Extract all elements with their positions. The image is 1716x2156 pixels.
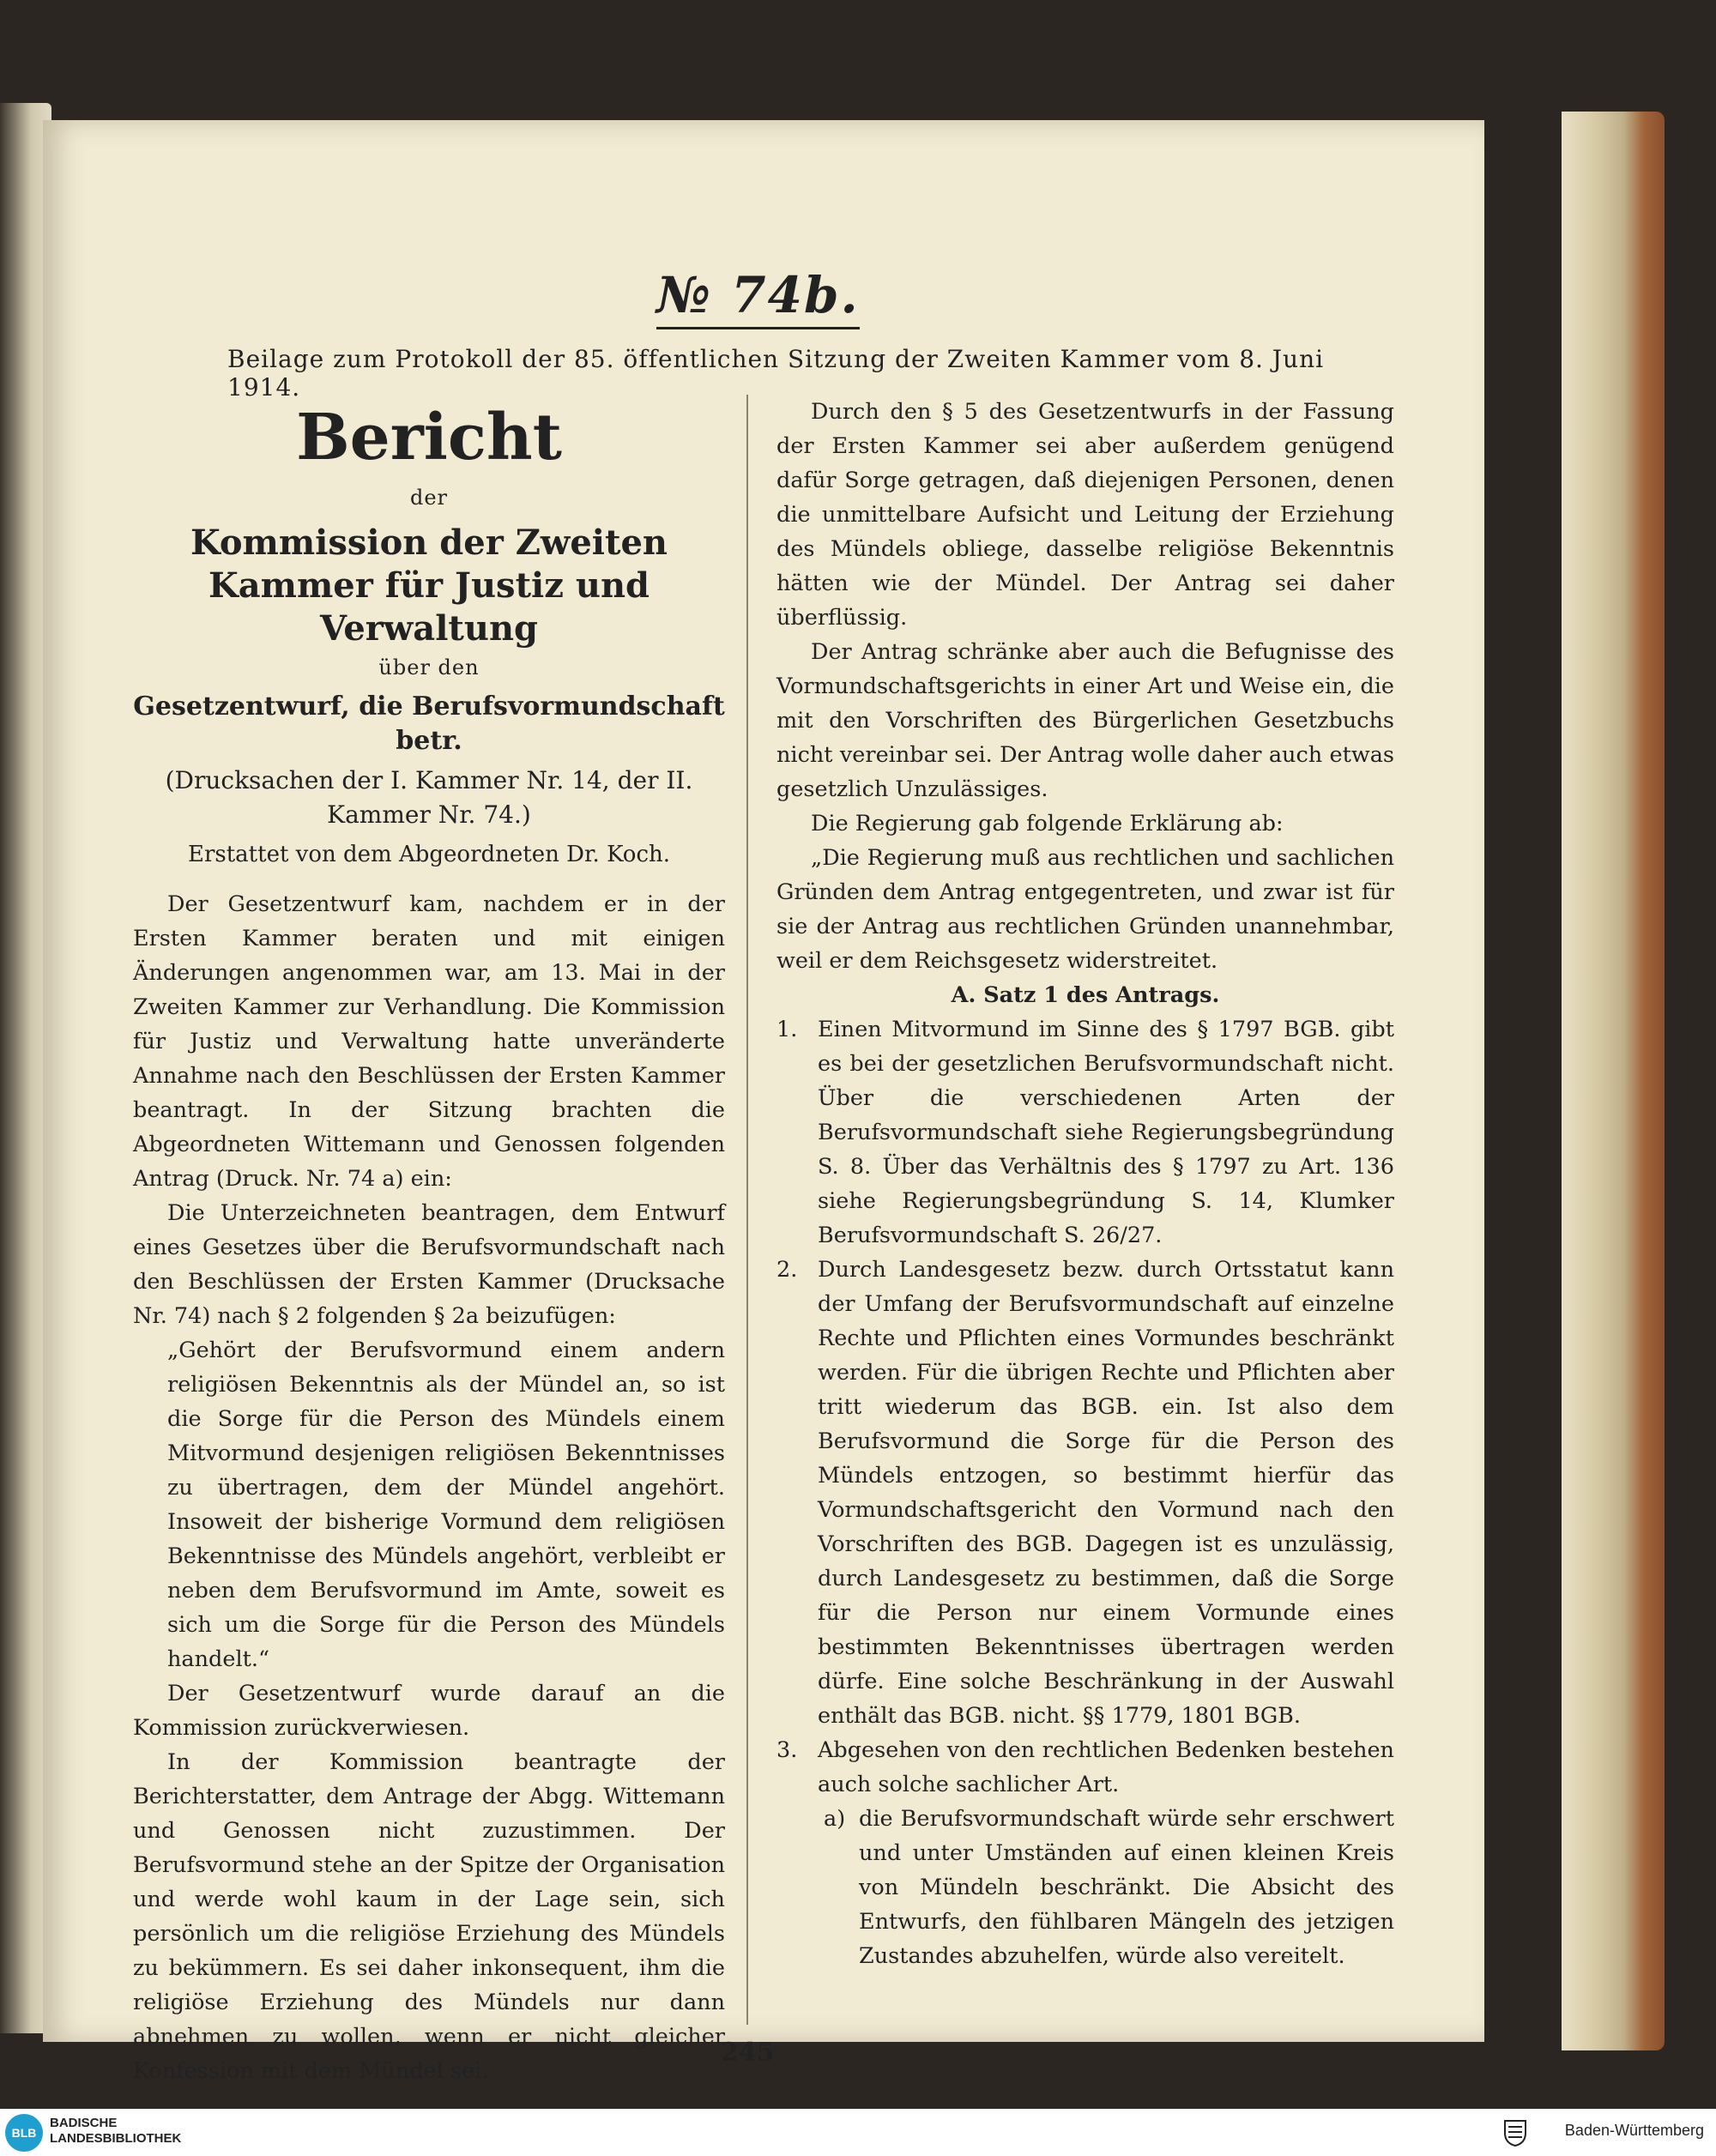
drucksachen-reference: (Drucksachen der I. Kammer Nr. 14, der II. Kammer Nr. 74.): [165, 766, 693, 829]
paragraph: In der Kommission beantragte der Berichterstatter, dem Antrage der Abgg. Wittemann und Genossen nicht zuzustimmen. Der Berufsvormund stehe an der Spitze der Organisation und werde wohl kaum in der Lage sein, sich persönlich um die religiöse Erziehung des Mündels zu bekümmern. Es sei daher inkonsequent, ihm die religiöse Erziehung des Mündels nur dann abnehmen zu wollen, wenn er nicht gleicher Konfession mit dem Mündel sei.: [133, 1749, 725, 2084]
column-divider: [746, 395, 748, 2025]
paragraph: Der Gesetzentwurf wurde darauf an die Kommission zurückverwiesen.: [133, 1681, 725, 1741]
list-item: [776, 1253, 1394, 1733]
commission-title: Kommission der Zweiten Kammer für Justiz und Verwaltung: [190, 522, 668, 649]
list-text: Einen Mitvormund im Sinne des § 1797 BGB. gibt es bei der gesetzlichen Berufsvormundschaft nicht. Über die verschiedenen Arten der Berufsvormundschaft siehe Regierungsbegründung S. 8. Über das Verhältnis des § 1797 zu Art. 136 siehe Regierungsbegründung S. 14, Klumker Berufsvormundschaft S. 26/27.: [818, 1017, 1394, 1248]
blb-logo-icon[interactable]: BLB: [5, 2114, 43, 2152]
sub-list-text: die Berufsvormundschaft würde sehr erschwert und unter Umständen auf einen kleinen Kreis von Mündeln beschränkt. Die Absicht des Entwurfs, den fühlbaren Mängeln des jetzigen Zustandes abzuhelfen, würde also vereitelt.: [859, 1806, 1394, 1969]
sub-list-item: [776, 1802, 1394, 1973]
list-item: [776, 1733, 1394, 1802]
report-title: Bericht: [296, 401, 562, 474]
list-item: [776, 1012, 1394, 1253]
list-number: 3.: [776, 1737, 798, 1763]
page-number: 245: [721, 2038, 775, 2068]
title-der: der: [409, 486, 449, 510]
quoted-motion: „Gehört der Berufsvormund einem andern religiösen Bekenntnis als der Mündel an, so ist die Sorge für die Person des Mündels einem Mitvormund desjenigen religiösen Bekenntnisses zu übertragen, dem der Mündel angehört. Insoweit der bisherige Vormund dem religiösen Bekenntnisse des Mündels angehört, verbleibt er neben dem Berufsvormund im Amte, soweit es sich um die Sorge für die Person des Mündels handelt.“: [167, 1338, 725, 1672]
list-text: Abgesehen von den rechtlichen Bedenken bestehen auch solche sachlicher Art.: [818, 1737, 1394, 1797]
subject-title: Gesetzentwurf, die Berufsvormundschaft betr.: [133, 691, 725, 756]
paragraph: Durch den § 5 des Gesetzentwurfs in der Fassung der Ersten Kammer sei aber außerdem genügend dafür Sorge getragen, daß diejenigen Personen, denen die unmittelbare Aufsicht und Leitung der Erziehung des Mündels obliege, dasselbe religiöse Bekenntnis hätten wie der Mündel. Der Antrag sei daher überflüssig.: [776, 399, 1394, 631]
reporter-line: Erstattet von dem Abgeordneten Dr. Koch.: [187, 842, 671, 867]
left-column: [133, 395, 725, 2088]
section-heading: A. Satz 1 des Antrags.: [951, 982, 1220, 1008]
paragraph: Die Unterzeichneten beantragen, dem Entwurf eines Gesetzes über die Berufsvormundschaft nach den Beschlüssen der Ersten Kammer (Drucksache Nr. 74) nach § 2 folgenden § 2a beizufügen:: [133, 1200, 725, 1329]
book-edge: [1562, 112, 1665, 2050]
government-statement: „Die Regierung muß aus rechtlichen und sachlichen Gründen dem Antrag entgegentreten, und zwar ist für sie der Antrag aus rechtlichen Gründen unannehmbar, weil er dem Reichsgesetz widerstreitet.: [776, 845, 1394, 974]
document-number: № 74b.: [656, 266, 860, 324]
title-ueber: über den: [378, 655, 480, 679]
sub-list-label: a): [824, 1806, 846, 1832]
document-page: [43, 120, 1484, 2084]
library-name-line1: BADISCHE: [50, 2116, 118, 2130]
list-number: 2.: [776, 1257, 798, 1283]
supplement-line: Beilage zum Protokoll der 85. öffentlichen Sitzung der Zweiten Kammer vom 8. Juni 1914.: [227, 345, 1325, 402]
paragraph: Der Antrag schränke aber auch die Befugnisse des Vormundschaftsgerichts in einer Art und Weise ein, die mit den Vorschriften des Bürgerlichen Gesetzbuchs nicht vereinbar sei. Der Antrag wolle daher auch etwas gesetzlich Unzulässiges.: [776, 639, 1394, 802]
coat-of-arms-icon: [1503, 2119, 1527, 2147]
library-name[interactable]: [50, 2116, 181, 2147]
library-name-line2: LANDESBIBLIOTHEK: [50, 2131, 182, 2146]
paragraph: Die Regierung gab folgende Erklärung ab:: [811, 811, 1284, 836]
state-name[interactable]: Baden-Württemberg: [1564, 2122, 1704, 2139]
right-column: [776, 395, 1394, 1973]
list-text: Durch Landesgesetz bezw. durch Ortsstatut kann der Umfang der Berufsvormundschaft auf einzelne Rechte und Pflichten eines Vormundes beschränkt werden. Für die übrigen Rechte und Pflichten aber tritt wiederum das BGB. ein. Ist also dem Berufsvormund die Sorge für die Person des Mündels entzogen, so bestimmt hierfür das Vormundschaftsgericht den Vormund nach den Vorschriften des BGB. Dagegen ist es unzulässig, durch Landesgesetz zu bestimmen, daß die Sorge für die Person nur einem Vormunde eines bestimmten Bekenntnisses übertragen werden dürfe. Eine solche Beschränkung in der Auswahl enthält das BGB. nicht. §§ 1779, 1801 BGB.: [818, 1257, 1394, 1729]
footer-bar: [0, 2109, 1716, 2156]
paragraph: Der Gesetzentwurf kam, nachdem er in der Ersten Kammer beraten und mit einigen Änderungen angenommen war, am 13. Mai in der Zweiten Kammer zur Verhandlung. Die Kommission für Justiz und Verwaltung hatte unveränderte Annahme nach den Beschlüssen der Ersten Kammer beantragt. In der Sitzung brachten die Abgeordneten Wittemann und Genossen folgenden Antrag (Druck. Nr. 74 a) ein:: [133, 891, 725, 1192]
list-number: 1.: [776, 1017, 798, 1042]
